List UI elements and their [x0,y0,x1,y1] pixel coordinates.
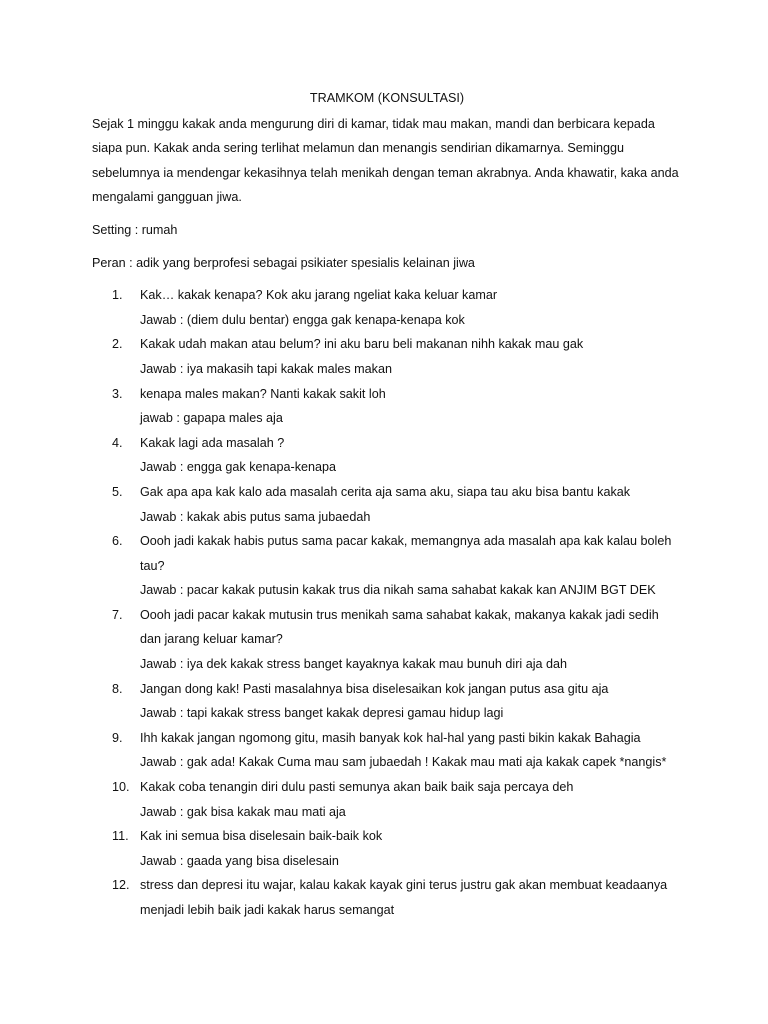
dialog-question: Gak apa apa kak kalo ada masalah cerita aja sama aku, siapa tau aku bisa bantu kakak [140,484,631,499]
dialog-question: Kak ini semua bisa diselesain baik-baik kok [140,829,383,844]
dialog-item [92,603,682,677]
dialog-question: Kakak lagi ada masalah ? [140,435,285,450]
dialog-item-number: 9. [112,730,123,745]
dialog-question: Ihh kakak jangan ngomong gitu, masih banyak kok hal-hal yang pasti bikin kakak Bahagia [140,730,641,745]
dialog-question: Oooh jadi pacar kakak mutusin trus menikah sama sahabat kakak, makanya kakak jadi sedih dan jarang keluar kamar? [140,607,659,647]
dialog-item [92,775,682,824]
dialog-answer: Jawab : gak ada! Kakak Cuma mau sam jubaedah ! Kakak mau mati aja kakak capek *nangis* [140,755,667,770]
dialog-answer: Jawab : pacar kakak putusin kakak trus dia nikah sama sahabat kakak kan ANJIM BGT DEK [140,583,656,598]
dialog-answer: Jawab : gak bisa kakak mau mati aja [140,804,346,819]
dialog-item [92,824,682,873]
dialog-item-number: 10. [112,780,130,795]
dialog-item-number: 6. [112,534,123,549]
dialog-answer: Jawab : tapi kakak stress banget kakak depresi gamau hidup lagi [140,706,504,721]
dialog-answer: Jawab : gaada yang bisa diselesain [140,853,339,868]
dialog-answer: Jawab : kakak abis putus sama jubaedah [140,509,371,524]
dialog-answer: Jawab : engga gak kenapa-kenapa [140,460,337,475]
role-line: Peran : adik yang berprofesi sebagai psikiater spesialis kelainan jiwa [92,255,475,270]
dialog-item-number: 12. [112,878,130,893]
dialog-item [92,677,682,726]
dialog-answer: Jawab : (diem dulu bentar) engga gak kenapa-kenapa kok [140,312,465,327]
dialog-question: Kak… kakak kenapa? Kok aku jarang ngeliat kaka keluar kamar [140,288,498,303]
scenario-paragraph: Sejak 1 minggu kakak anda mengurung diri di kamar, tidak mau makan, mandi dan berbicara kepada siapa pun. Kakak anda sering terlihat melamun dan menangis sendirian dikamarnya. Seminggu sebelumnya ia mendengar kekasihnya telah menikah dengan teman akrabnya. Anda khawatir, kaka anda mengalami gangguan jiwa. [92,116,679,205]
dialog-answer: jawab : gapapa males aja [140,411,283,426]
dialog-item [92,283,682,332]
dialog-item [92,332,682,381]
dialog-item-number: 4. [112,435,123,450]
dialog-answer: Jawab : iya makasih tapi kakak males makan [140,361,392,376]
dialog-item-number: 7. [112,607,123,622]
setting-line: Setting : rumah [92,222,178,237]
document-title: TRAMKOM (KONSULTASI) [309,91,465,105]
dialog-list [92,283,682,922]
dialog-item-number: 11. [112,829,129,844]
dialog-item [92,431,682,480]
dialog-question: stress dan depresi itu wajar, kalau kakak kayak gini terus justru gak akan membuat keadaanya menjadi lebih baik jadi kakak harus semangat [140,878,668,917]
dialog-item-number: 1. [112,288,123,303]
dialog-item [92,873,682,922]
dialog-item-number: 5. [112,484,123,499]
dialog-item [92,382,682,431]
dialog-item [92,529,682,603]
dialog-item [92,480,682,529]
dialog-item-number: 8. [112,681,123,696]
dialog-answer: Jawab : iya dek kakak stress banget kayaknya kakak mau bunuh diri aja dah [140,657,568,672]
dialog-question: Kakak coba tenangin diri dulu pasti semunya akan baik baik saja percaya deh [140,780,574,795]
dialog-item-number: 2. [112,337,123,352]
document-content [92,86,682,923]
dialog-item-number: 3. [112,386,123,401]
dialog-item [92,726,682,775]
dialog-question: kenapa males makan? Nanti kakak sakit loh [140,386,386,401]
dialog-question: Jangan dong kak! Pasti masalahnya bisa diselesaikan kok jangan putus asa gitu aja [140,681,609,696]
dialog-question: Kakak udah makan atau belum? ini aku baru beli makanan nihh kakak mau gak [140,337,584,352]
dialog-question: Oooh jadi kakak habis putus sama pacar kakak, memangnya ada masalah apa kak kalau boleh tau? [140,534,672,573]
